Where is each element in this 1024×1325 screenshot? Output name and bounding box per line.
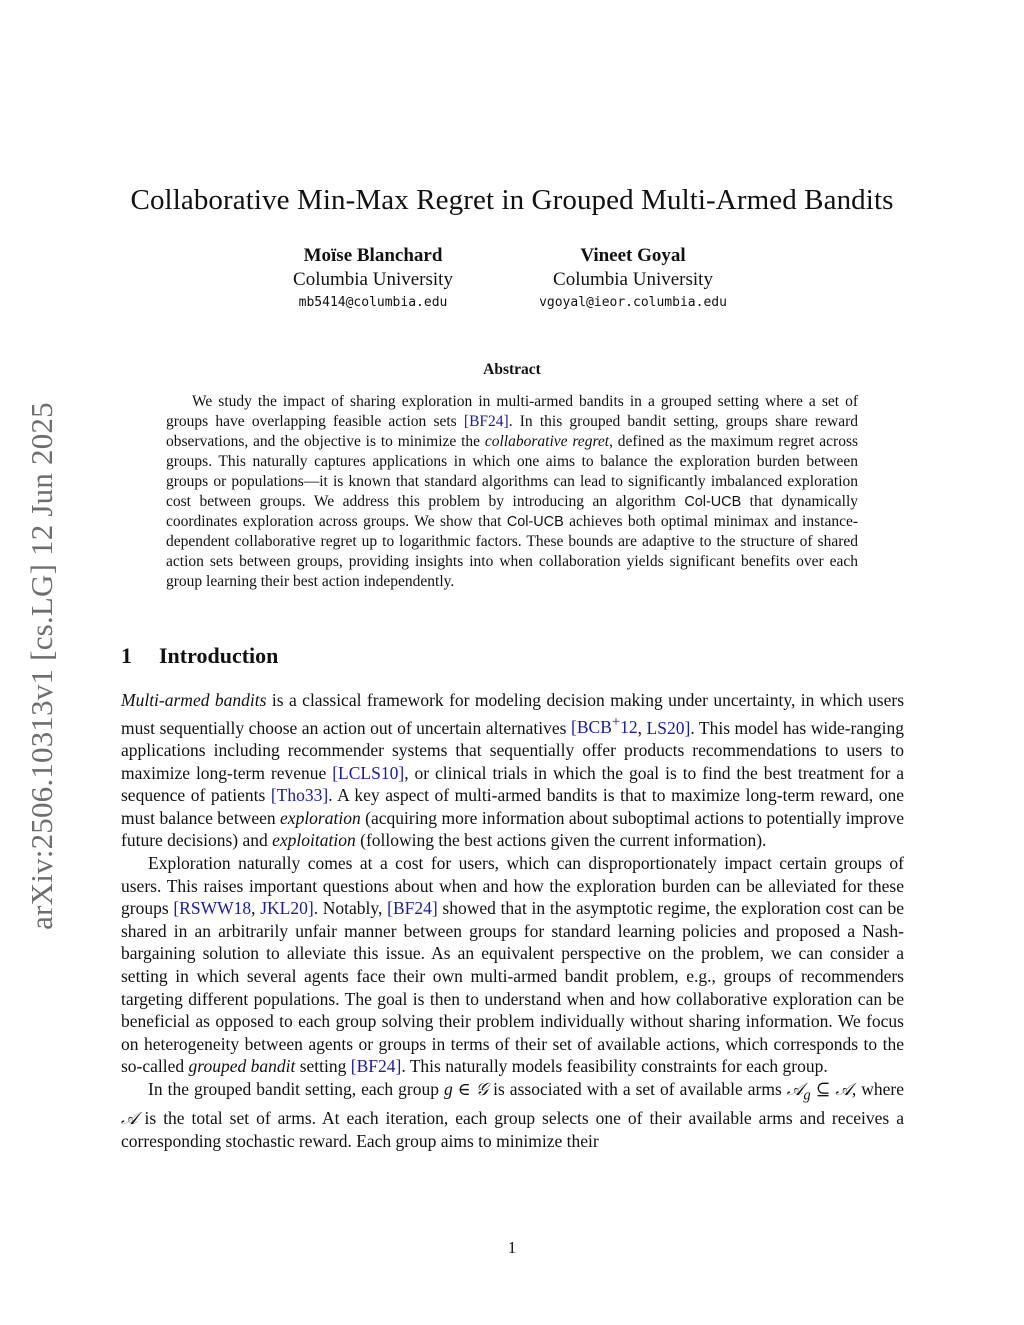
citation-link[interactable]: [RSWW18 — [173, 898, 252, 919]
section-title: Introduction — [159, 643, 279, 668]
section-number: 1 — [121, 643, 132, 668]
paragraph: In the grouped bandit setting, each group g ∈ 𝒢 is associated with a set of available arms 𝒜$_g$ ⊆ 𝒜, where 𝒜 is the total set of arms. At each iteration, each group selects one of their available arms and receives a corresponding stochastic reward. Each group aims to minimize their — [121, 1078, 904, 1151]
citation-link[interactable]: JKL20] — [260, 898, 314, 919]
abstract-body — [166, 392, 858, 592]
author-name: Moïse Blanchard — [303, 245, 443, 266]
arxiv-identifier[interactable]: arXiv:2506.10313v1 [cs.LG] 12 Jun 2025 — [24, 402, 59, 930]
author-affiliation: Columbia University — [553, 269, 713, 290]
citation-link[interactable]: [BCB+12 — [571, 714, 638, 738]
author-block — [253, 244, 493, 314]
citation-link[interactable]: [Tho33] — [270, 785, 329, 806]
citation-link[interactable]: [BF24] — [387, 898, 438, 919]
citation-link[interactable]: [BF24] — [463, 413, 509, 430]
citation-link[interactable]: [BF24] — [350, 1056, 402, 1077]
math-inline: 𝒜$_g$ — [786, 1078, 811, 1104]
paper-title: Collaborative Min-Max Regret in Grouped Multi-Armed Bandits — [130, 184, 894, 216]
author-affiliation: Columbia University — [293, 269, 453, 290]
paragraph: Multi-armed bandits is a classical framework for modeling decision making under uncertainty, in which users must sequentially choose an action out of uncertain alternatives [BCB+12, LS20]. This model has wide-ranging applications including recommender systems that sequentially offer products recommendations to users to maximize long-term revenue [LCLS10], or clinical trials in which the goal is to find the best treatment for a sequence of patients [Tho33]. A key aspect of multi-armed bandits is that to maximize long-term reward, one must balance between exploration (acquiring more information about suboptimal actions to potentially improve future decisions) and exploitation (following the best actions given the current information). — [121, 690, 905, 851]
algorithm-name: Col-UCB — [684, 494, 742, 510]
math-inline: g ∈ 𝒢 — [443, 1078, 489, 1099]
author-name: Vineet Goyal — [580, 245, 686, 266]
paragraph: Exploration naturally comes at a cost for users, which can disproportionately impact certain groups of users. This raises important questions about when and how the exploration burden can be alleviated for these groups [RSWW18, JKL20]. Notably, [BF24] showed that in the asymptotic regime, the exploration cost can be shared in an arbitrarily unfair manner between groups for standard learning policies and proposed a Nash-bargaining solution to alleviate this issue. As an equivalent perspective on the problem, we can consider a setting in which several agents face their own multi-armed bandit problem, e.g., groups of recommenders targeting different populations. The goal is then to understand when and how collaborative exploration can be beneficial as opposed to each group solving their problem individually without sharing information. We focus on heterogeneity between agents or groups in terms of their set of available actions, which corresponds to the so-called grouped bandit setting [BF24]. This naturally models feasibility constraints for each group. — [121, 852, 905, 1077]
citation-link[interactable]: [LCLS10] — [332, 762, 405, 783]
abstract-heading: Abstract — [483, 361, 541, 378]
page-number: 1 — [507, 1238, 517, 1257]
citation-link[interactable]: LS20 — [646, 717, 685, 738]
abstract-paragraph: We study the impact of sharing exploration in multi-armed bandits in a grouped setting where a set of groups have overlapping feasible action sets [BF24]. In this grouped bandit setting, groups share reward observations, and the objective is to minimize the collaborative regret, defined as the maximum regret across groups. This naturally captures applications in which one aims to balance the exploration burden between groups or populations—it is known that standard algorithms can lead to significantly imbalanced exploration cost between groups. We address this problem by introducing an algorithm Col-UCB that dynamically coordinates exploration across groups. We show that Col-UCB achieves both optimal minimax and instance-dependent collaborative regret up to logarithmic factors. These bounds are adaptive to the structure of shared action sets between groups, providing insights into when collaboration yields significant benefits over each group learning their best action independently. — [166, 393, 859, 590]
math-inline: 𝒜 — [121, 1108, 138, 1129]
algorithm-name: Col-UCB — [506, 514, 564, 530]
author-block — [513, 244, 753, 314]
author-email[interactable]: vgoyal@ieor.columbia.edu — [539, 295, 727, 310]
section-heading — [121, 643, 278, 669]
author-email[interactable]: mb5414@columbia.edu — [298, 295, 448, 310]
body-text — [121, 689, 904, 1152]
